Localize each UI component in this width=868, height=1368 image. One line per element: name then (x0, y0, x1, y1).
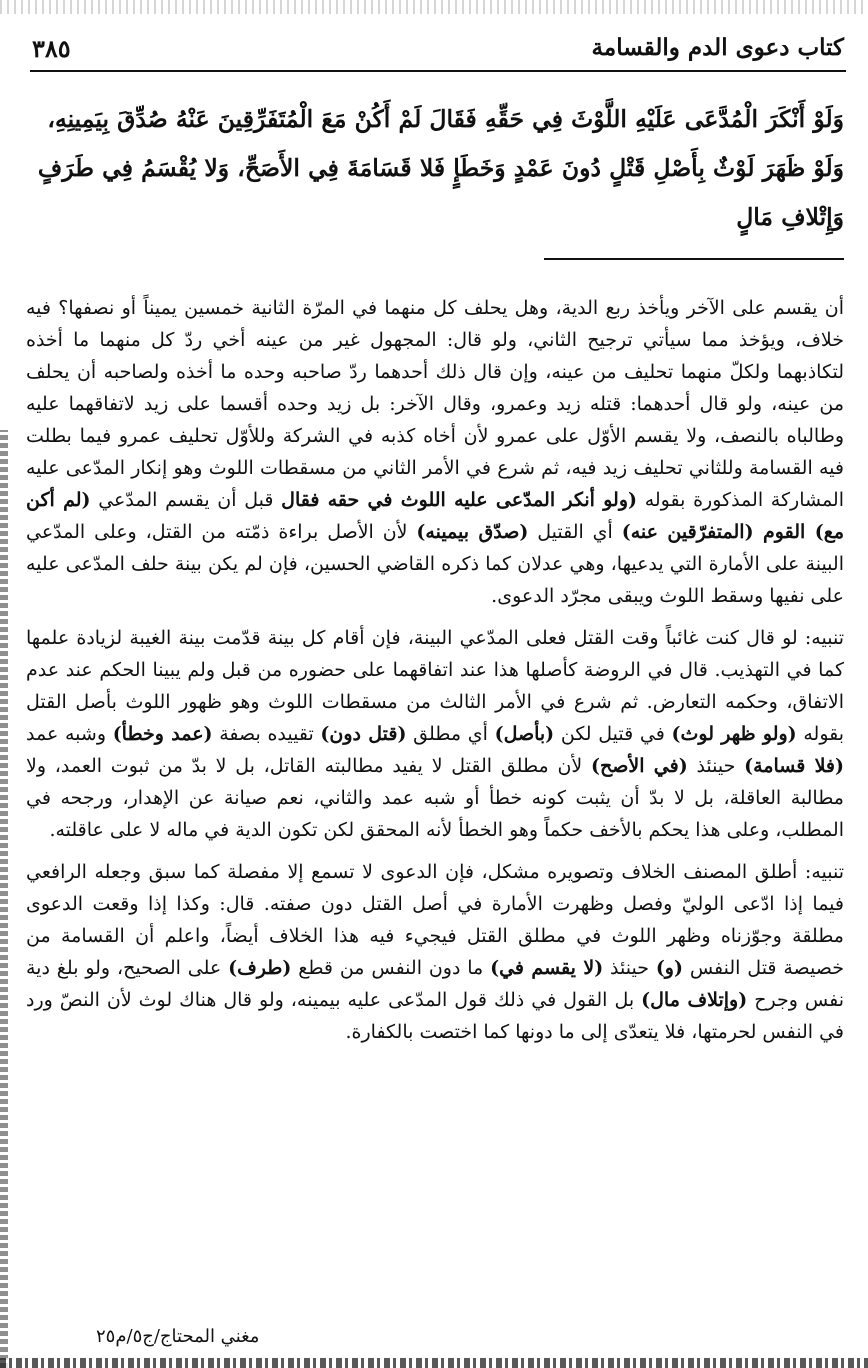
commentary-run: تنبيه: أطلق المصنف الخلاف وتصويره مشكل، فإن الدعوى لا تسمع إلا مفصلة كما سبق وجعله الرافعي فيما إذا ادّعى الوليّ وفصل وظهرت الأمارة في أصل القتل دون صفته. قال: وكذا إذا وقعت الدعوى مطلقة وجوّزناه وظهر اللوث في مطلق القتل فيجيء فيه هذا الخلاف أيضاً، واعلم أن القسامة من خصيصة قتل النفس (26, 861, 844, 979)
commentary-text (26, 292, 844, 1058)
matn-text (26, 95, 844, 242)
scan-edge-noise (0, 0, 868, 14)
matn-line: وَلَوْ ظَهَرَ لَوْثٌ بِأَصْلِ قَتْلٍ دُونَ عَمْدٍ وَخَطَإٍ فَلا قَسَامَةَ فِي الأَصَحِّ، وَلا يُقْسَمُ فِي طَرَفٍ (37, 154, 844, 182)
matn-quote: (وإتلاف مال) (641, 989, 748, 1011)
commentary-run: أي مطلق (406, 723, 495, 745)
commentary-paragraph (26, 292, 844, 612)
commentary-run: أن يقسم على الآخر ويأخذ ربع الدية، وهل يحلف كل منهما في المرّة الثانية خمسين يميناً أو نصفها؟ فيه خلاف، ويؤخذ مما سيأتي ترجيح الثاني، ولو قال: المجهول غير من عينه أخي ردّ كل منهما ما أخذه لتكاذبهما ولكلّ منهما تحليف من عينه، وإن قال ذلك أحدهما ردّ صاحبه وحده ما أخذه ولصاحبه أن يحلف من عينه، ولو قال أحدهما: قتله زيد وعمرو، وقال الآخر: بل زيد وحده أقسما على زيد لاتفاقهما عليه وطالباه بالنصف، ولا يقسم الأوّل على عمرو لأن أخاه كذبه في الشركة وللأوّل تحليف عمرو فيما بطلت فيه القسامة وللثاني تحليف زيد فيه، ثم شرع في الأمر الثاني من مسقطات اللوث وهو إنكار المدّعى عليه المشاركة المذكورة بقوله (26, 297, 845, 511)
decorative-bottom-border (0, 1358, 868, 1368)
matn-quote: (ولو ظهر لوث) (671, 723, 797, 745)
matn-line: وَلَوْ أَنْكَرَ الْمُدَّعَى عَلَيْهِ اللَّوْثَ فِي حَقِّهِ فَقَالَ لَمْ أَكُنْ مَعَ الْمُتَفَرِّقِينَ عَنْهُ صُدِّقَ بِيَمِينِهِ، (47, 105, 844, 133)
matn-quote: (بأصل) (494, 723, 555, 745)
matn-line: وَإِتْلافِ مَالٍ (736, 203, 844, 231)
commentary-paragraph (26, 856, 844, 1048)
matn-quote: (في الأصح) (590, 755, 688, 777)
matn-quote: (و) (655, 957, 683, 979)
commentary-run: لأن الأصل براءة ذمّته من القتل، وعلى المدّعي البينة على الأمارة التي يدعيها، وهي عدلان كما ذكره القاضي الحسين، فإن لم يكن بينة حلف المدّعى عليه على نفيها وسقط اللوث ويبقى مجرّد الدعوى. (26, 521, 844, 607)
page-number: ٣٨٥ (32, 34, 71, 63)
commentary-run: حينئذ (687, 755, 745, 777)
commentary-run: تقييده بصفة (212, 723, 321, 745)
matn-separator-rule (544, 258, 844, 260)
matn-quote: (عمد وخطأ) (112, 723, 213, 745)
matn-quote: (لم أكن مع) القوم (المتفرّقين عنه) (26, 489, 845, 543)
commentary-run: على الصحيح، ولو بلغ دية نفس وجرح (26, 957, 844, 1011)
commentary-run: قبل أن يقسم المدّعي (90, 489, 282, 511)
matn-quote: (قتل دون) (320, 723, 407, 745)
footer-reference: مغني المحتاج/ج٥/م٢٥ (96, 1326, 260, 1347)
matn-quote: (صدّق بيمينه) (416, 521, 529, 543)
commentary-run: في قتيل لكن (554, 723, 672, 745)
commentary-run: لأن مطلق القتل لا يفيد مطالبته القاتل، بل لا بدّ من ثبوت العمد، ولا مطالبة العاقلة، بل لا بدّ أن يثبت كونه خطأ أو شبه عمد والثاني، نعم صيانة عن الإهدار، ورجحه في المطلب، وعلى هذا يحكم بالأخف حكماً وهو الخطأ لأنه المحقق لكن تكون الدية في ماله لا على عاقلته. (26, 755, 844, 841)
decorative-left-border (0, 430, 8, 1368)
running-title: كتاب دعوى الدم والقسامة (591, 34, 844, 61)
commentary-run: ما دون النفس من قطع (291, 957, 491, 979)
commentary-run: بل القول في ذلك قول المدّعى عليه بيمينه، ولو قال هناك لوث لأن النصّ ورد في النفس لحرمتها، فلا يتعدّى إلى ما دونها كما اختصت بالكفارة. (26, 989, 844, 1043)
commentary-run: حينئذ (603, 957, 656, 979)
matn-quote: (لا يقسم في) (490, 957, 604, 979)
commentary-run: وشبه عمد (26, 723, 113, 745)
matn-quote: (ولو أنكر المدّعى عليه اللوث في حقه فقال (281, 489, 637, 511)
commentary-paragraph (26, 622, 844, 846)
commentary-run: أي القتيل (528, 521, 622, 543)
matn-quote: (فلا قسامة) (744, 755, 845, 777)
matn-quote: (طرف) (228, 957, 292, 979)
page-header (30, 30, 846, 72)
commentary-run: تنبيه: لو قال كنت غائباً وقت القتل فعلى المدّعي البينة، فإن أقام كل بينة قدّمت بينة الغيبة لزيادة علمها كما في التهذيب. قال في الروضة كأصلها هذا عند اتفاقهما على حضوره من قبل ولم يبينا الحكم عند عدم الاتفاق، وحكمه التعارض. ثم شرع في الأمر الثالث من مسقطات اللوث وهو ظهور اللوث بأصل القتل بقوله (26, 627, 845, 745)
